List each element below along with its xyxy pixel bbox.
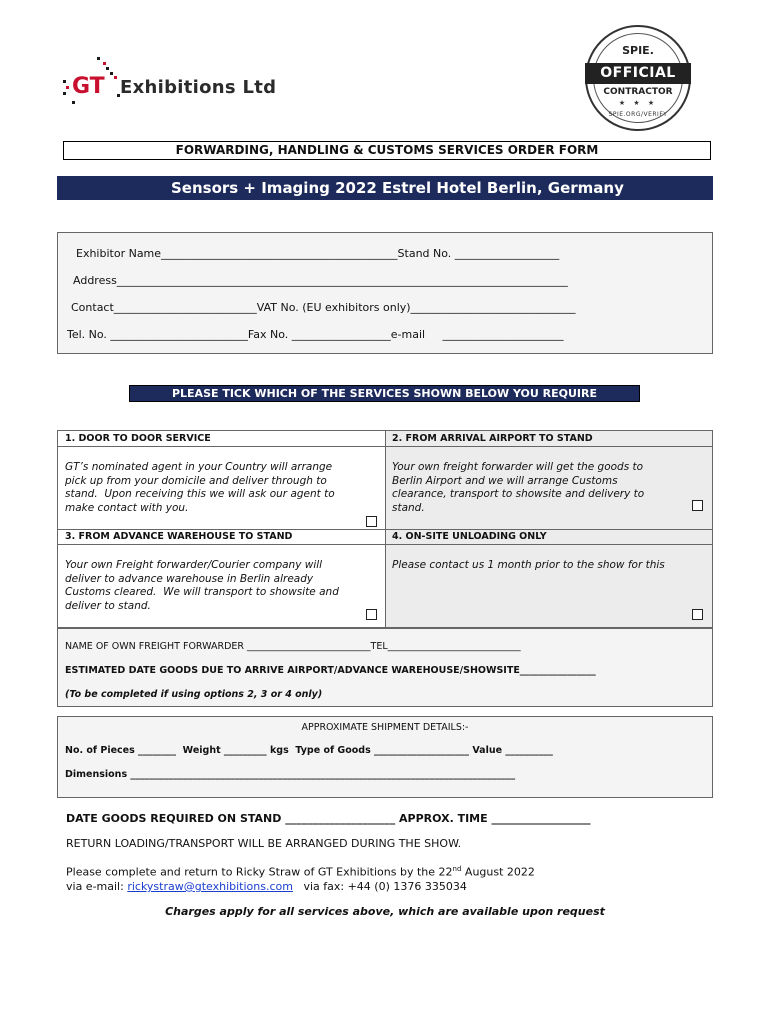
service-1-description: GT’s nominated agent in your Country will arrange pick up from your domicile and deliver through to stand. Upon receiving this we will ask our agent to make contact with you.	[65, 461, 335, 514]
service-2-heading: 2. FROM ARRIVAL AIRPORT TO STAND	[392, 433, 593, 444]
services-instruction: PLEASE TICK WHICH OF THE SERVICES SHOWN BELOW YOU REQUIRE	[129, 385, 640, 402]
address-field[interactable]: Address__________________________________________________________________________________	[73, 274, 568, 287]
email-link[interactable]: rickystraw@gtexhibitions.com	[127, 880, 293, 893]
contact-instruction: Please complete and return to Ricky Straw of GT Exhibitions by the 22nd August 2022	[66, 865, 535, 879]
service-3-checkbox[interactable]	[366, 609, 377, 620]
pieces-weight-type-value-field[interactable]: No. of Pieces ________ Weight _________ kgs Type of Goods ____________________ Value __________	[65, 745, 553, 756]
date-required-field[interactable]: DATE GOODS REQUIRED ON STAND ____________________ APPROX. TIME __________________	[66, 812, 591, 825]
logo-company-name: Exhibitions Ltd	[120, 77, 277, 98]
shipment-title: APPROXIMATE SHIPMENT DETAILS:-	[301, 722, 469, 733]
shipment-details-box	[57, 716, 713, 798]
exhibitor-name-field[interactable]: Exhibitor Name___________________________________________Stand No. ___________________	[76, 247, 560, 260]
forwarder-name-field[interactable]: NAME OF OWN FREIGHT FORWARDER __________________________TEL____________________________	[65, 641, 521, 652]
return-transport-note: RETURN LOADING/TRANSPORT WILL BE ARRANGED DURING THE SHOW.	[66, 837, 462, 850]
exhibitor-details-box	[57, 232, 713, 354]
service-4-description: Please contact us 1 month prior to the show for this	[392, 559, 665, 571]
service-2-checkbox[interactable]	[692, 500, 703, 511]
service-2-description: Your own freight forwarder will get the goods to Berlin Airport and we will arrange Customs clearance, transport to showsite and delivery to stand.	[392, 461, 645, 514]
logo-gt: GT	[72, 74, 105, 99]
spie-official-contractor-seal: SPIE. OFFICIAL CONTRACTOR ★ ★ ★ SPIE.ORG/VERIFY	[585, 25, 691, 131]
services-grid	[57, 430, 713, 628]
contact-vat-field[interactable]: Contact__________________________VAT No. (EU exhibitors only)______________________________	[71, 301, 576, 314]
forwarder-note: (To be completed if using options 2, 3 or 4 only)	[65, 689, 323, 700]
service-4-checkbox[interactable]	[692, 609, 703, 620]
email-fax-line: via e-mail: rickystraw@gtexhibitions.com via fax: +44 (0) 1376 335034	[66, 880, 467, 893]
form-title: FORWARDING, HANDLING & CUSTOMS SERVICES ORDER FORM	[63, 141, 711, 160]
tel-fax-email-field[interactable]: Tel. No. _________________________Fax No. __________________e-mail ______________________	[67, 328, 564, 341]
service-4-heading: 4. ON-SITE UNLOADING ONLY	[392, 531, 547, 542]
dimensions-field[interactable]: Dimensions _________________________________________________________________________________	[65, 769, 516, 780]
service-1-heading: 1. DOOR TO DOOR SERVICE	[65, 433, 211, 444]
arrival-date-field[interactable]: ESTIMATED DATE GOODS DUE TO ARRIVE AIRPORT/ADVANCE WAREHOUSE/SHOWSITE________________	[65, 665, 596, 676]
event-banner: Sensors + Imaging 2022 Estrel Hotel Berlin, Germany	[57, 176, 713, 200]
service-1-checkbox[interactable]	[366, 516, 377, 527]
service-3-description: Your own Freight forwarder/Courier company will deliver to advance warehouse in Berlin already Customs cleared. We will transport to showsite and deliver to stand.	[65, 559, 339, 612]
freight-forwarder-box	[57, 628, 713, 707]
charges-note: Charges apply for all services above, which are available upon request	[165, 905, 605, 918]
service-3-heading: 3. FROM ADVANCE WAREHOUSE TO STAND	[65, 531, 293, 542]
